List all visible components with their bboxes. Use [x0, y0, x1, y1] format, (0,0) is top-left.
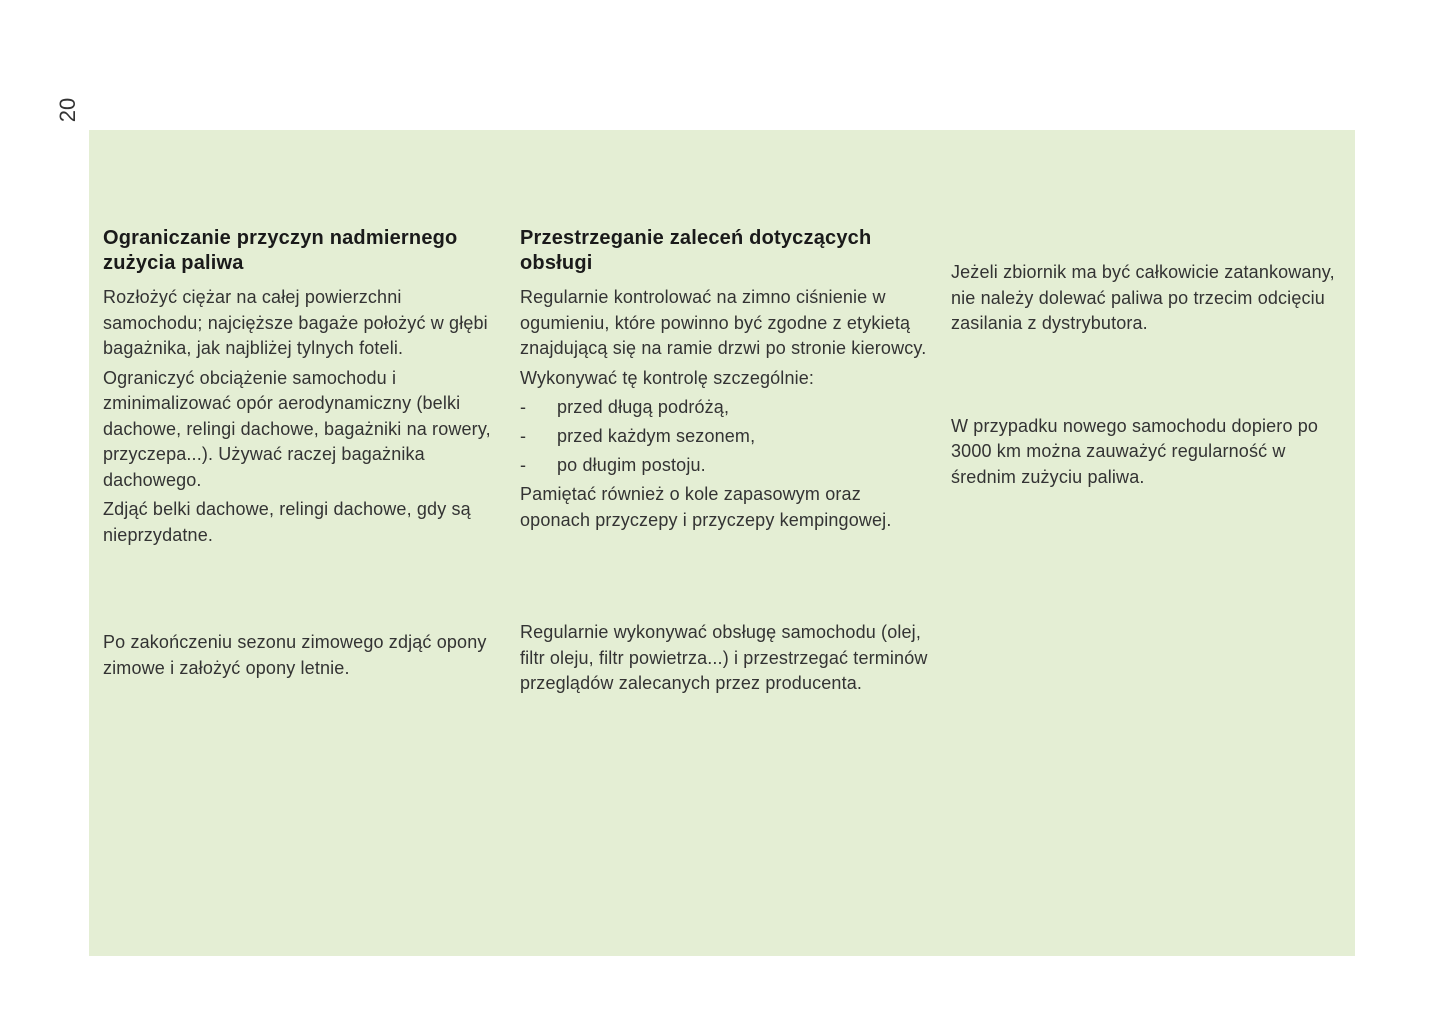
paragraph-new-car-consumption: W przypadku nowego samochodu dopiero po 3000 km można zauważyć regularność w średnim zużyciu paliwa.	[951, 415, 1319, 487]
paragraph-load-distribution: Rozłożyć ciężar na całej powierzchni samochodu; najcięższe bagaże położyć w głębi bagażnika, jak najbliżej tylnych foteli.	[103, 287, 488, 358]
content-panel	[89, 130, 1355, 956]
list-dash: -	[520, 426, 527, 446]
paragraph-check-intro: Wykonywać tę kontrolę szczególnie:	[520, 367, 815, 388]
list-dash: -	[520, 455, 527, 475]
paragraph-winter-tyres: Po zakończeniu sezonu zimowego zdjąć opony zimowe i założyć opony letnie.	[103, 632, 487, 678]
column-refuelling	[951, 226, 1346, 494]
list-item-text: po długim postoju.	[557, 455, 706, 475]
section-heading-fuel-consumption: Ograniczanie przyczyn nadmiernego zużycia paliwa	[103, 227, 458, 274]
list-item	[520, 424, 935, 450]
list-item	[520, 395, 935, 421]
list-item-text: przed każdym sezonem,	[557, 426, 756, 446]
column-fuel-consumption	[103, 226, 503, 685]
list-dash: -	[520, 397, 527, 417]
paragraph-refuelling: Jeżeli zbiornik ma być całkowicie zatankowany, nie należy dolewać paliwa po trzecim odcięciu zasilania z dystrybutora.	[951, 262, 1335, 333]
column-maintenance	[520, 226, 935, 701]
list-item	[520, 453, 935, 479]
paragraph-limit-load: Ograniczyć obciążenie samochodu i zminimalizować opór aerodynamiczny (belki dachowe, relingi dachowe, bagażniki na rowery, przyczepa...). Używać raczej bagażnika dachowego.	[103, 367, 491, 490]
list-item-text: przed długą podróżą,	[557, 397, 730, 417]
paragraph-remove-roof-bars: Zdjąć belki dachowe, relingi dachowe, gdy są nieprzydatne.	[103, 499, 471, 545]
paragraph-regular-service: Regularnie wykonywać obsługę samochodu (olej, filtr oleju, filtr powietrza...) i przestrzegać terminów przeglądów zalecanych przez producenta.	[520, 622, 928, 693]
paragraph-spare-wheel: Pamiętać również o kole zapasowym oraz oponach przyczepy i przyczepy kempingowej.	[520, 484, 892, 530]
section-heading-maintenance: Przestrzeganie zaleceń dotyczących obsługi	[520, 227, 872, 274]
page-number: 20	[55, 97, 80, 123]
paragraph-tyre-pressure: Regularnie kontrolować na zimno ciśnienie w ogumieniu, które powinno być zgodne z etykietą znajdującą się na ramie drzwi po stronie kierowcy.	[520, 287, 927, 358]
